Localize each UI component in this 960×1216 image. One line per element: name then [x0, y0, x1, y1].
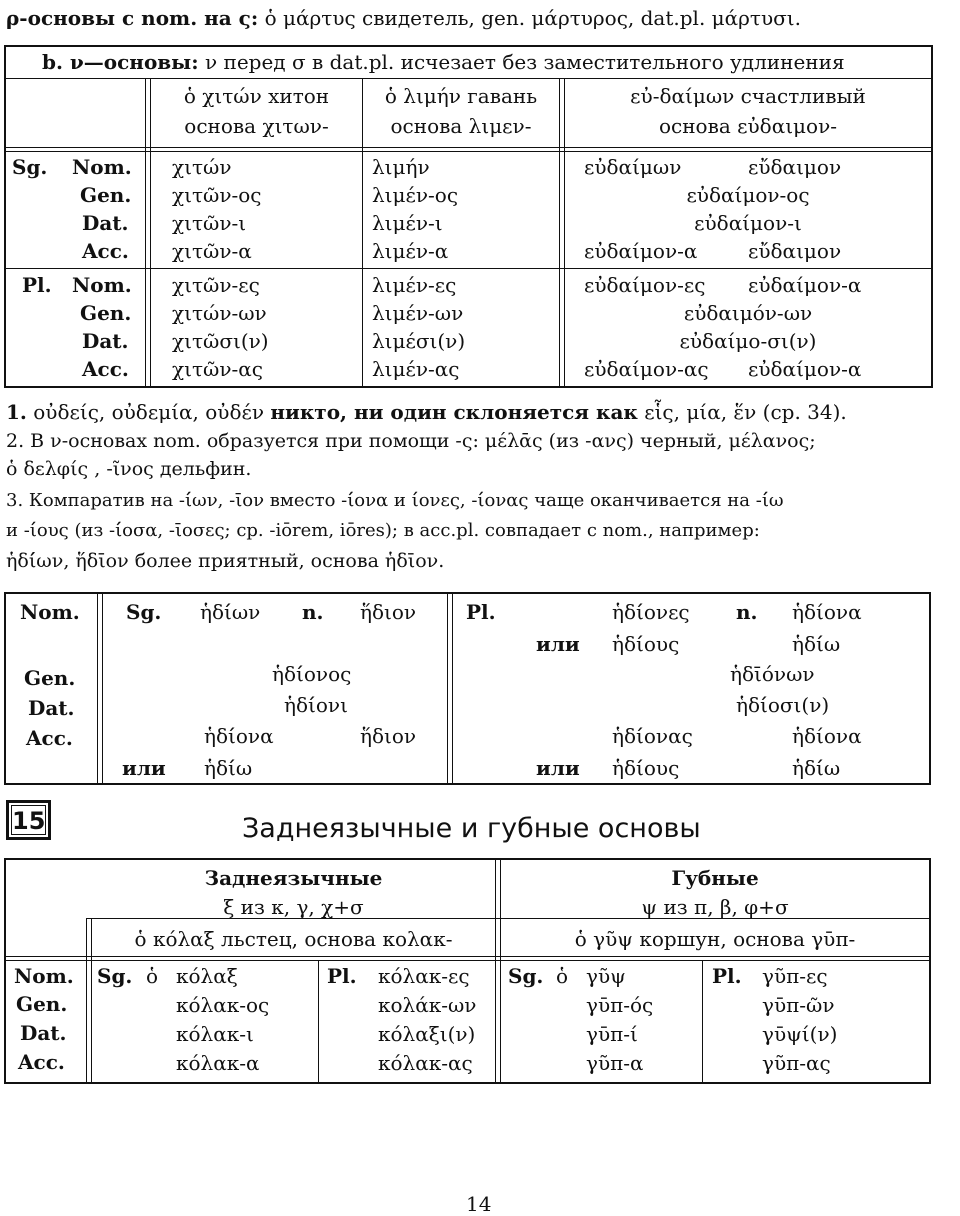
comp-form: ἡδί́ους [612, 632, 680, 656]
note-1-number: 1. [6, 400, 27, 424]
form-cell: εὐδαίμον-α [748, 273, 862, 297]
comp-ili: или [536, 632, 580, 656]
note-3-line-3: ἡδί́ων, ἥδῑον более приятный, основа ἡδῑον. [6, 550, 445, 572]
case-nom: Nom. [72, 273, 132, 297]
t15-form: κόλακ-α [176, 1051, 260, 1075]
case-dat: Dat. [82, 329, 129, 353]
comp-sg-label: Sg. [126, 600, 162, 624]
page-number: 14 [466, 1192, 492, 1216]
comp-form: ἡδί́ω [204, 756, 253, 780]
case-acc: Acc. [82, 239, 129, 263]
case-gen: Gen. [80, 183, 132, 207]
t15-form: κολάκ-ων [378, 993, 477, 1017]
pl-label: Pl. [22, 273, 52, 297]
note-1-bold: никто, ни один склоняется как [270, 400, 638, 424]
section-number-box [6, 800, 51, 840]
case-acc: Acc. [82, 357, 129, 381]
comp-form: ἡδί́ω [792, 756, 841, 780]
t15-right-head-2: ψ из π, β, φ+σ [641, 895, 789, 919]
note-3-line-1: 3. Компаратив на -ί́ων, -ῑον вместо -ί́ονα и ί́ονες, -ί́ονας чаще оканчивается на -ί́ω [6, 490, 784, 511]
t15-article: ὁ [146, 964, 159, 988]
note-1-greek: οὐδείς, οὐδεμία, οὐδέν [26, 400, 271, 424]
top-line-text: ὁ μάρτυς свидетель, gen. μάρτυρος, dat.pl. μάρτυσι. [258, 6, 802, 30]
comp-form: ἡδί́ονι [284, 693, 348, 717]
form-cell: εὐδαίμον-ας [584, 357, 709, 381]
t15-right-head-3: ὁ γῦψ коршун, основа γῡπ- [574, 927, 856, 951]
form-cell: εὐδαίμον-ος [686, 183, 810, 207]
t15-form: γῡψί(ν) [762, 1022, 838, 1046]
t15-right-head-1: Губные [671, 866, 759, 890]
section-number: 15 [12, 807, 46, 835]
form-cell: χιτῶν-ι [172, 211, 247, 235]
t15-form: γῦπ-ες [762, 964, 828, 988]
form-cell: λιμέν-ων [372, 301, 464, 325]
t15-case-gen: Gen. [16, 992, 68, 1016]
form-cell: εὐδαίμο-σι(ν) [679, 329, 817, 353]
comp-ili: или [536, 756, 580, 780]
header-eudaimon-stem: основа εὐδαιμον- [658, 114, 838, 138]
t15-form: κόλακ-ας [378, 1051, 473, 1075]
form-cell: λιμέν-ας [372, 357, 460, 381]
form-cell: εὔδαιμον [748, 239, 842, 263]
table-b-caption [42, 50, 845, 74]
sg-label: Sg. [12, 155, 48, 179]
case-dat: Dat. [82, 211, 129, 235]
t15-pl-label: Pl. [327, 964, 357, 988]
comp-form: ἡδίονα [792, 724, 862, 748]
note-1-tail: εἷς, μία, ἕν (ср. 34). [637, 400, 847, 424]
t15-article: ὁ [556, 964, 569, 988]
form-cell: χιτῶν-ες [172, 273, 260, 297]
comp-form: ἡδί́ω [792, 632, 841, 656]
header-eudaimon-word: εὐ-δαίμων счастливый [630, 84, 866, 108]
comp-n-label: n. [302, 600, 324, 624]
form-cell: λιμέν-ες [372, 273, 457, 297]
comp-form: ἡδί́ων [200, 600, 261, 624]
comp-n-label: n. [736, 600, 758, 624]
top-line-bold: ρ-основы с nom. на ς: [6, 6, 259, 30]
t15-form: γῦπ-α [586, 1051, 644, 1075]
header-chiton-stem: основа χιτων- [184, 114, 329, 138]
note-3-line-2: и -ί́ους (из -ί́οσα, -ῑοσες; ср. -iōrem, iōres); в acc.pl. совпадает с nom., например: [6, 520, 760, 541]
form-cell: χιτών-ων [172, 301, 267, 325]
form-cell: λιμέν-ι [372, 211, 443, 235]
comp-pl-label: Pl. [466, 600, 496, 624]
comp-form: ἡδί́ονος [272, 662, 352, 686]
t15-form: γῦψ [586, 964, 626, 988]
comp-ili: или [122, 756, 166, 780]
form-cell: εὐδαίμων [584, 155, 682, 179]
t15-form: κόλακ-ος [176, 993, 270, 1017]
comp-case-nom: Nom. [20, 600, 80, 624]
case-gen: Gen. [80, 301, 132, 325]
comp-form: ἥδιον [360, 600, 417, 624]
note-2-line-1: 2. В ν-основах nom. образуется при помощи -ς: μέλᾱς (из -ανς) черный, μέλανος; [6, 430, 816, 452]
t15-form: κόλακ-ι [176, 1022, 254, 1046]
comp-form: ἡδί́ονες [612, 600, 690, 624]
form-cell: χιτῶν-ος [172, 183, 262, 207]
t15-left-head-1: Заднеязычные [204, 866, 383, 890]
header-chiton-word: ὁ χιτών хитон [183, 84, 330, 108]
form-cell: εὐδαίμον-α [584, 239, 698, 263]
t15-left-head-2: ξ из κ, γ, χ+σ [223, 895, 364, 919]
form-cell: χιτῶν-ας [172, 357, 263, 381]
comp-form: ἡδί́ονα [204, 724, 274, 748]
t15-case-dat: Dat. [20, 1021, 67, 1045]
form-cell: λιμέν-ος [372, 183, 459, 207]
table-b-caption-bold: b. ν—основы: [42, 50, 199, 74]
form-cell: λιμέσι(ν) [372, 329, 466, 353]
t15-form: γῦπ-ας [762, 1051, 831, 1075]
table-b-caption-text: ν перед σ в dat.pl. исчезает без заместительного удлинения [198, 50, 845, 74]
comp-case-acc: Acc. [26, 726, 73, 750]
t15-left-head-3: ὁ κόλαξ льстец, основа κολακ- [134, 927, 453, 951]
comp-form: ἥδιον [360, 724, 417, 748]
t15-form: γῡπ-ῶν [762, 993, 835, 1017]
form-cell: χιτῶσι(ν) [172, 329, 269, 353]
comp-form: ἡδῑόνων [730, 662, 815, 686]
form-cell: εὐδαιμόν-ων [683, 301, 813, 325]
t15-sg-label: Sg. [97, 964, 133, 988]
t15-form: κόλακ-ες [378, 964, 470, 988]
comp-form: ἡδί́οσι(ν) [736, 693, 830, 717]
comp-case-gen: Gen. [24, 666, 76, 690]
note-2-line-2: ὁ δελφίς , -ῖνος дельфин. [6, 458, 252, 480]
t15-case-acc: Acc. [18, 1050, 65, 1074]
t15-form: κόλαξι(ν) [378, 1022, 476, 1046]
top-line [6, 6, 801, 30]
t15-form: γῡπ-ί [586, 1022, 638, 1046]
case-nom: Nom. [72, 155, 132, 179]
comp-form: ἡδί́ους [612, 756, 680, 780]
form-cell: λιμέν-α [372, 239, 449, 263]
t15-form: κόλαξ [176, 964, 238, 988]
t15-sg-label: Sg. [508, 964, 544, 988]
form-cell: εὐδαίμον-ι [694, 211, 802, 235]
form-cell: λιμήν [372, 155, 430, 179]
comp-form: ἡδί́ονας [612, 724, 693, 748]
t15-form: γῡπ-ός [586, 993, 654, 1017]
header-limen-word: ὁ λιμήν гавань [384, 84, 538, 108]
form-cell: χιτῶν-α [172, 239, 252, 263]
form-cell: εὐδαίμον-α [748, 357, 862, 381]
form-cell: χιτών [172, 155, 232, 179]
t15-case-nom: Nom. [14, 964, 74, 988]
comp-form: ἡδίονα [792, 600, 862, 624]
form-cell: εὔδαιμον [748, 155, 842, 179]
header-limen-stem: основа λιμεν- [390, 114, 532, 138]
comp-case-dat: Dat. [28, 696, 75, 720]
section-title: Заднеязычные и губные основы [242, 813, 701, 844]
form-cell: εὐδαίμον-ες [584, 273, 706, 297]
t15-pl-label: Pl. [712, 964, 742, 988]
note-1 [6, 400, 847, 424]
